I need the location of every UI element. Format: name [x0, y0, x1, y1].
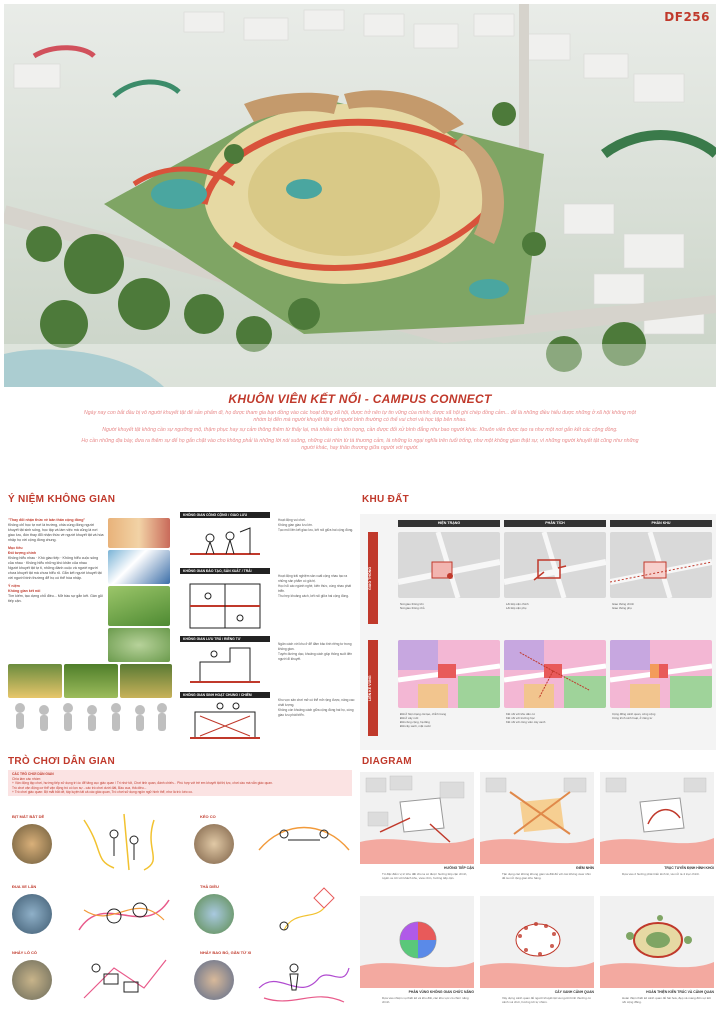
- diagram-caption: Tận dụng các không khung gian và đất để với các không view nhìn để ta mở rộng gian khu hàng.: [502, 872, 591, 880]
- community-photo: [108, 518, 170, 548]
- folk-games-note-line: + Vận động tập chơi, hướng tiếp xử dụng trí óc để tăng cục giác quan / Trí nhớ tốt, Chơi tinh quan, đánh chiến... Phù hợp với trẻ em khuyết tật thị lực, chơi cầu mà vẫn giác quan.: [12, 781, 273, 786]
- legend-item: Công trình sinh hoạt, ở riêng tư: [612, 716, 653, 720]
- legend-item: Lối tiếp cận phụ: [506, 606, 527, 610]
- diagram-title: ĐIỂM NHÌN: [576, 866, 594, 870]
- game-sketch-bit-mat: [74, 810, 174, 872]
- folk-games-note-line: Chia làm các nhóm:: [12, 776, 42, 781]
- wheelchair-photo: [108, 550, 170, 584]
- site-header-phan-khu: PHÂN KHU: [610, 520, 712, 527]
- game-label: NHẢY BAO BỐ, GĂN TỪ XI: [200, 950, 252, 955]
- site-legend: [506, 712, 606, 724]
- folk-games-note: [8, 770, 352, 796]
- space-block: [180, 636, 356, 693]
- space-notes: [278, 698, 356, 718]
- legend-item: Cộng đồng cảnh quan, công cộng: [612, 712, 656, 716]
- space-note: Hoạt động trải nghiệm sản xuất cộng nhau tạo ra những sản phẩm có giá trị.: [278, 574, 348, 583]
- diagram-sketch: [360, 772, 474, 864]
- playground-photo-1: [8, 664, 62, 698]
- site-legend: [612, 602, 712, 610]
- legend-item: Đất ở xây mới: [400, 716, 419, 720]
- site-legend: [612, 712, 712, 720]
- site-legend: [400, 712, 500, 728]
- diagram-sketch: [480, 772, 594, 864]
- section-title-y-niem: Ý NIỆM KHÔNG GIAN: [8, 494, 116, 505]
- space-note: Không gian giao lưu lớn.: [278, 523, 313, 527]
- diagram-sketch: [360, 896, 474, 988]
- diagram-cell: [360, 896, 474, 1014]
- diagram-sketch: [600, 896, 714, 988]
- project-code-badge: DF256: [664, 10, 710, 24]
- game-photo: [12, 960, 52, 1000]
- children-silhouettes: [8, 700, 172, 742]
- intro-paragraph: Ngày nay con bắt đầu bị vô người khuyết tật để sản phẩm đi, họ được tham gia bạn đồng vào các hoạt động xã hội, được trở nên tự tin vững cùa mình, được xã hội ghi chép đồng cảm... để là những điều hiểu được những ở xã hội không một nhóm bị đến mà người khuyết tật với người bình thường có thể vui chơi và học tập bên nhau.: [84, 410, 636, 424]
- site-map-traffic-current: [398, 532, 500, 598]
- diagram-cell: [480, 772, 594, 890]
- space-concepts: [180, 512, 356, 744]
- legend-item: Lối tiếp cận chính: [506, 602, 529, 606]
- space-sketch: [180, 518, 270, 562]
- diagram-title: HƯỚNG TIẾP CẬN: [444, 866, 474, 870]
- diagram-cell: [480, 896, 594, 1014]
- diagram-panel: [360, 770, 716, 1020]
- site-map-region-current: [398, 640, 500, 708]
- intro-paragraph: Người khuyết tật không cần sự ngưỡng mộ, thậm phục hay sự cảm thông thêm từ thấy lại, mà nhiều cần tôn trọng, cần được đối xử bình đẳng như bao người khác. Khuôn viên được tạo ra như một nơi gắn kết các cộng đồng.: [102, 427, 618, 434]
- site-row-label-lien-ke-vung: LIÊN KẾ VÙNG: [368, 640, 378, 736]
- y-niem-goal-body: Người khuyết tật tự ti, những đánh cuộc và người người chưa khuyết tật mà chưa hiểu rõ. Gắn kết người khuyết tật với người bình thường để họ có thể hòa nhập.: [8, 566, 102, 580]
- game-sketch-nhay-bao-bo: [254, 948, 354, 1010]
- space-notes: [278, 642, 356, 662]
- diagram-sketch: [480, 896, 594, 988]
- space-sketch: [180, 698, 270, 744]
- diagram-caption: Hoàn thiện thiết kế cảnh quan để hài hoà, đẹp và mang đến sự kết nối cộng đồng.: [622, 996, 711, 1004]
- game-photo: [194, 960, 234, 1000]
- legend-item: Nút giao thông lớn: [400, 602, 424, 606]
- y-niem-goal-items: Không hiểu nhau · Khó giao tiếp · Không hiểu cuộc sống của nhau · Không hiểu những khó khăn của nhau: [8, 556, 99, 565]
- site-header-phan-tich: PHÂN TÍCH: [504, 520, 606, 527]
- nature-photo: [108, 586, 170, 626]
- intro-paragraph: Họ cần những địa bày, đưa ra thêm sự để họ gắn chặt vào cho không phải là những lời nói suông, những cái nhìn từ tà thương cảm, là những lo ngại nghĩa trên tuổi trống, như một không gian thật sự, vì những người khuyết tật cũng như những người khác, hay thân thương giữa người với người.: [81, 437, 639, 451]
- diagram-caption: Dựa vào nhiệm vụ thiết kế và khu đất, các khu vực có chức năng chính.: [382, 996, 469, 1004]
- space-note: Ngăn cách với khu ở để đảm bảo tính riêng tư trong không gian.: [278, 642, 352, 651]
- space-block: [180, 512, 356, 567]
- main-title: KHUÔN VIÊN KẾT NỐI - CAMPUS CONNECT: [228, 392, 492, 406]
- space-note: Khu vực sân chơi mở có thể mở rộng được, nâng cao chất lượng.: [278, 698, 355, 707]
- diagram-title: HOÀN THIỆN KIẾN TRÚC VÀ CẢNH QUAN: [646, 990, 714, 994]
- section-title-tro-choi: TRÒ CHƠI DÂN GIAN: [8, 756, 115, 767]
- site-analysis-panel: [360, 514, 716, 750]
- game-label: BỊT MẮT BẮT DÊ: [12, 814, 45, 819]
- space-title: KHÔNG GIAN ĐÀO TẠO, SẢN XUẤT / TRẢI: [180, 568, 270, 574]
- game-sketch-tha-dieu: [254, 880, 354, 942]
- space-sketch: [180, 642, 270, 688]
- diagram-caption: Dựa vào 2 hướng phát triển kinh tế, và mở ra 4 trục chính.: [622, 872, 700, 876]
- folk-games-note-line: Trò chơi vận động cơ thể vận động trò có lực sự - các trò chơi dưới đất, Bầu cua, thả diều...: [12, 785, 147, 790]
- diagram-caption: Từ đặc điểm vị trí khu đất cho ta có được hướng tiếp cận chính, tuyến xe tới với khách khu, view nhìn, hướng tiếp cận.: [382, 872, 468, 880]
- legend-item: Kết nối với trường học: [506, 716, 535, 720]
- space-note: Tạo mối liên kết giao lưu, kết nối giữa hai cộng đồng.: [278, 528, 354, 532]
- diagram-sketch: [600, 772, 714, 864]
- game-photo: [12, 894, 52, 934]
- space-note: Tuyến đường dạo, khoảng cách giúp thông suốt đến người đi khuyết.: [278, 652, 353, 661]
- y-niem-quote: "Thay đổi nhận thức về bản thân cộng đồng": [8, 518, 86, 522]
- legend-item: Giao thông chính: [612, 602, 635, 606]
- site-row-label-giao-thong: GIAO THÔNG: [368, 532, 378, 624]
- site-header-hien-trang: HIỆN TRẠNG: [398, 520, 500, 527]
- diagram-caption: Xây dựng cảnh quan để người khuyết tật và người bình thường có cảnh vui chơi, hướng tới tự nhiên.: [502, 996, 591, 1004]
- legend-item: Kết nối với khu dân cư: [506, 712, 536, 716]
- game-label: ĐUA XE LĂN: [12, 884, 37, 889]
- diagram-cell: [360, 772, 474, 890]
- space-title: KHÔNG GIAN SINH HOẠT CHUNG / CHIÊM: [180, 692, 270, 698]
- site-legend: [506, 602, 606, 610]
- park-photo: [108, 628, 170, 662]
- intro-text: [80, 410, 640, 455]
- y-niem-goal-label-2: Đối tượng chính: [8, 551, 37, 555]
- game-photo: [194, 824, 234, 864]
- folk-games-panel: [4, 770, 356, 1020]
- diagram-title: PHÂN VÙNG KHÔNG GIAN CHỨC NĂNG: [408, 990, 474, 994]
- game-sketch-keo-co: [254, 810, 354, 872]
- diagram-title: TRỤC TUYẾN ĐỊNH HÌNH KHỐI: [664, 866, 714, 870]
- space-note: Học hỏi các ngành nghề, kiến thức, cùng nhau phát triển.: [278, 584, 352, 593]
- legend-item: Kết nối với công viên cây xanh: [506, 720, 546, 724]
- y-niem-design-body: Tìm kiếm, tạo dựng chỗ điều... Mở bầu sự gắn kết. Gần gũi tiếp cận.: [8, 594, 103, 603]
- site-map-region-zoning: [610, 640, 712, 708]
- y-niem-goal-label: Mục tiêu: [8, 546, 23, 550]
- folk-games-note-title: CÁC TRÒ CHƠI DÂN GIAN: [12, 772, 54, 776]
- game-photo: [12, 824, 52, 864]
- site-map-traffic-zoning: [610, 532, 712, 598]
- legend-item: Đất ở hiện trạng cải tạo, chỉnh trang: [400, 712, 447, 716]
- space-notes: [278, 574, 356, 599]
- y-niem-design-label: Ý niệm: [8, 584, 20, 588]
- space-note: Hoạt động vui chơi.: [278, 518, 306, 522]
- section-title-khu-dat: KHU ĐẤT: [362, 494, 410, 505]
- y-niem-body: Không chỉ học tự nơi là trường, chia cùng đồng người khuyết tật sinh sống, học tập và làm việc mà cũng là nơi giao lưu, đón thay đổi nhận thức về người khuyết tật và hòa nhập họ với cộng đồng chung.: [8, 523, 104, 542]
- game-label: KÉO CO: [200, 814, 216, 819]
- legend-item: Giao thông phụ: [612, 606, 632, 610]
- space-title: KHÔNG GIAN CÔNG CỘNG / GIAO LƯU: [180, 512, 270, 518]
- folk-games-note-line: + Trò chơi giác quan: Bịt mắt bắt dê, tập luyện tất cả các giác quan, Trò chơi sử dụng ngôn ngữ hình thể, như là trò: kéo co.: [12, 790, 193, 795]
- legend-item: Đất công cộng, hạ tầng: [400, 720, 430, 724]
- game-sketch-nhay-lo-co: [74, 948, 174, 1010]
- playground-photo-2: [64, 664, 118, 698]
- hero-illustration: [4, 4, 716, 387]
- site-map-traffic-analysis: [504, 532, 606, 598]
- legend-item: Đất cây xanh, mặt nước: [400, 724, 431, 728]
- space-note: Thu hẹp khoảng cách, kết nối giữa hai cộng đồng.: [278, 594, 349, 598]
- space-note: Không còn khoảng cách giữa cộng đồng hai họ, cùng giao lưu phát triển.: [278, 708, 354, 717]
- site-map-region-analysis: [504, 640, 606, 708]
- site-legend: [400, 602, 500, 610]
- y-niem-text: [8, 518, 104, 604]
- diagram-title: CÂY XANH CẢNH QUAN: [554, 990, 594, 994]
- game-label: THẢ DIỀU: [200, 884, 219, 889]
- section-title-diagram: DIAGRAM: [362, 756, 412, 767]
- y-niem-design-label-2: Không gian kết nối: [8, 589, 41, 593]
- diagram-cell: [600, 896, 714, 1014]
- space-notes: [278, 518, 356, 533]
- legend-item: Nút giao thông nhỏ: [400, 606, 425, 610]
- game-sketch-dua-xe-lan: [74, 880, 174, 942]
- space-title: KHÔNG GIAN LƯU TRÚ / RIÊNG TƯ: [180, 636, 270, 642]
- space-block: [180, 692, 356, 749]
- diagram-cell: [600, 772, 714, 890]
- game-photo: [194, 894, 234, 934]
- playground-photo-3: [120, 664, 172, 698]
- space-sketch: [180, 574, 270, 634]
- game-label: NHẢY LÒ CÒ: [12, 950, 38, 955]
- space-block: [180, 568, 356, 639]
- hero-render: [4, 4, 716, 387]
